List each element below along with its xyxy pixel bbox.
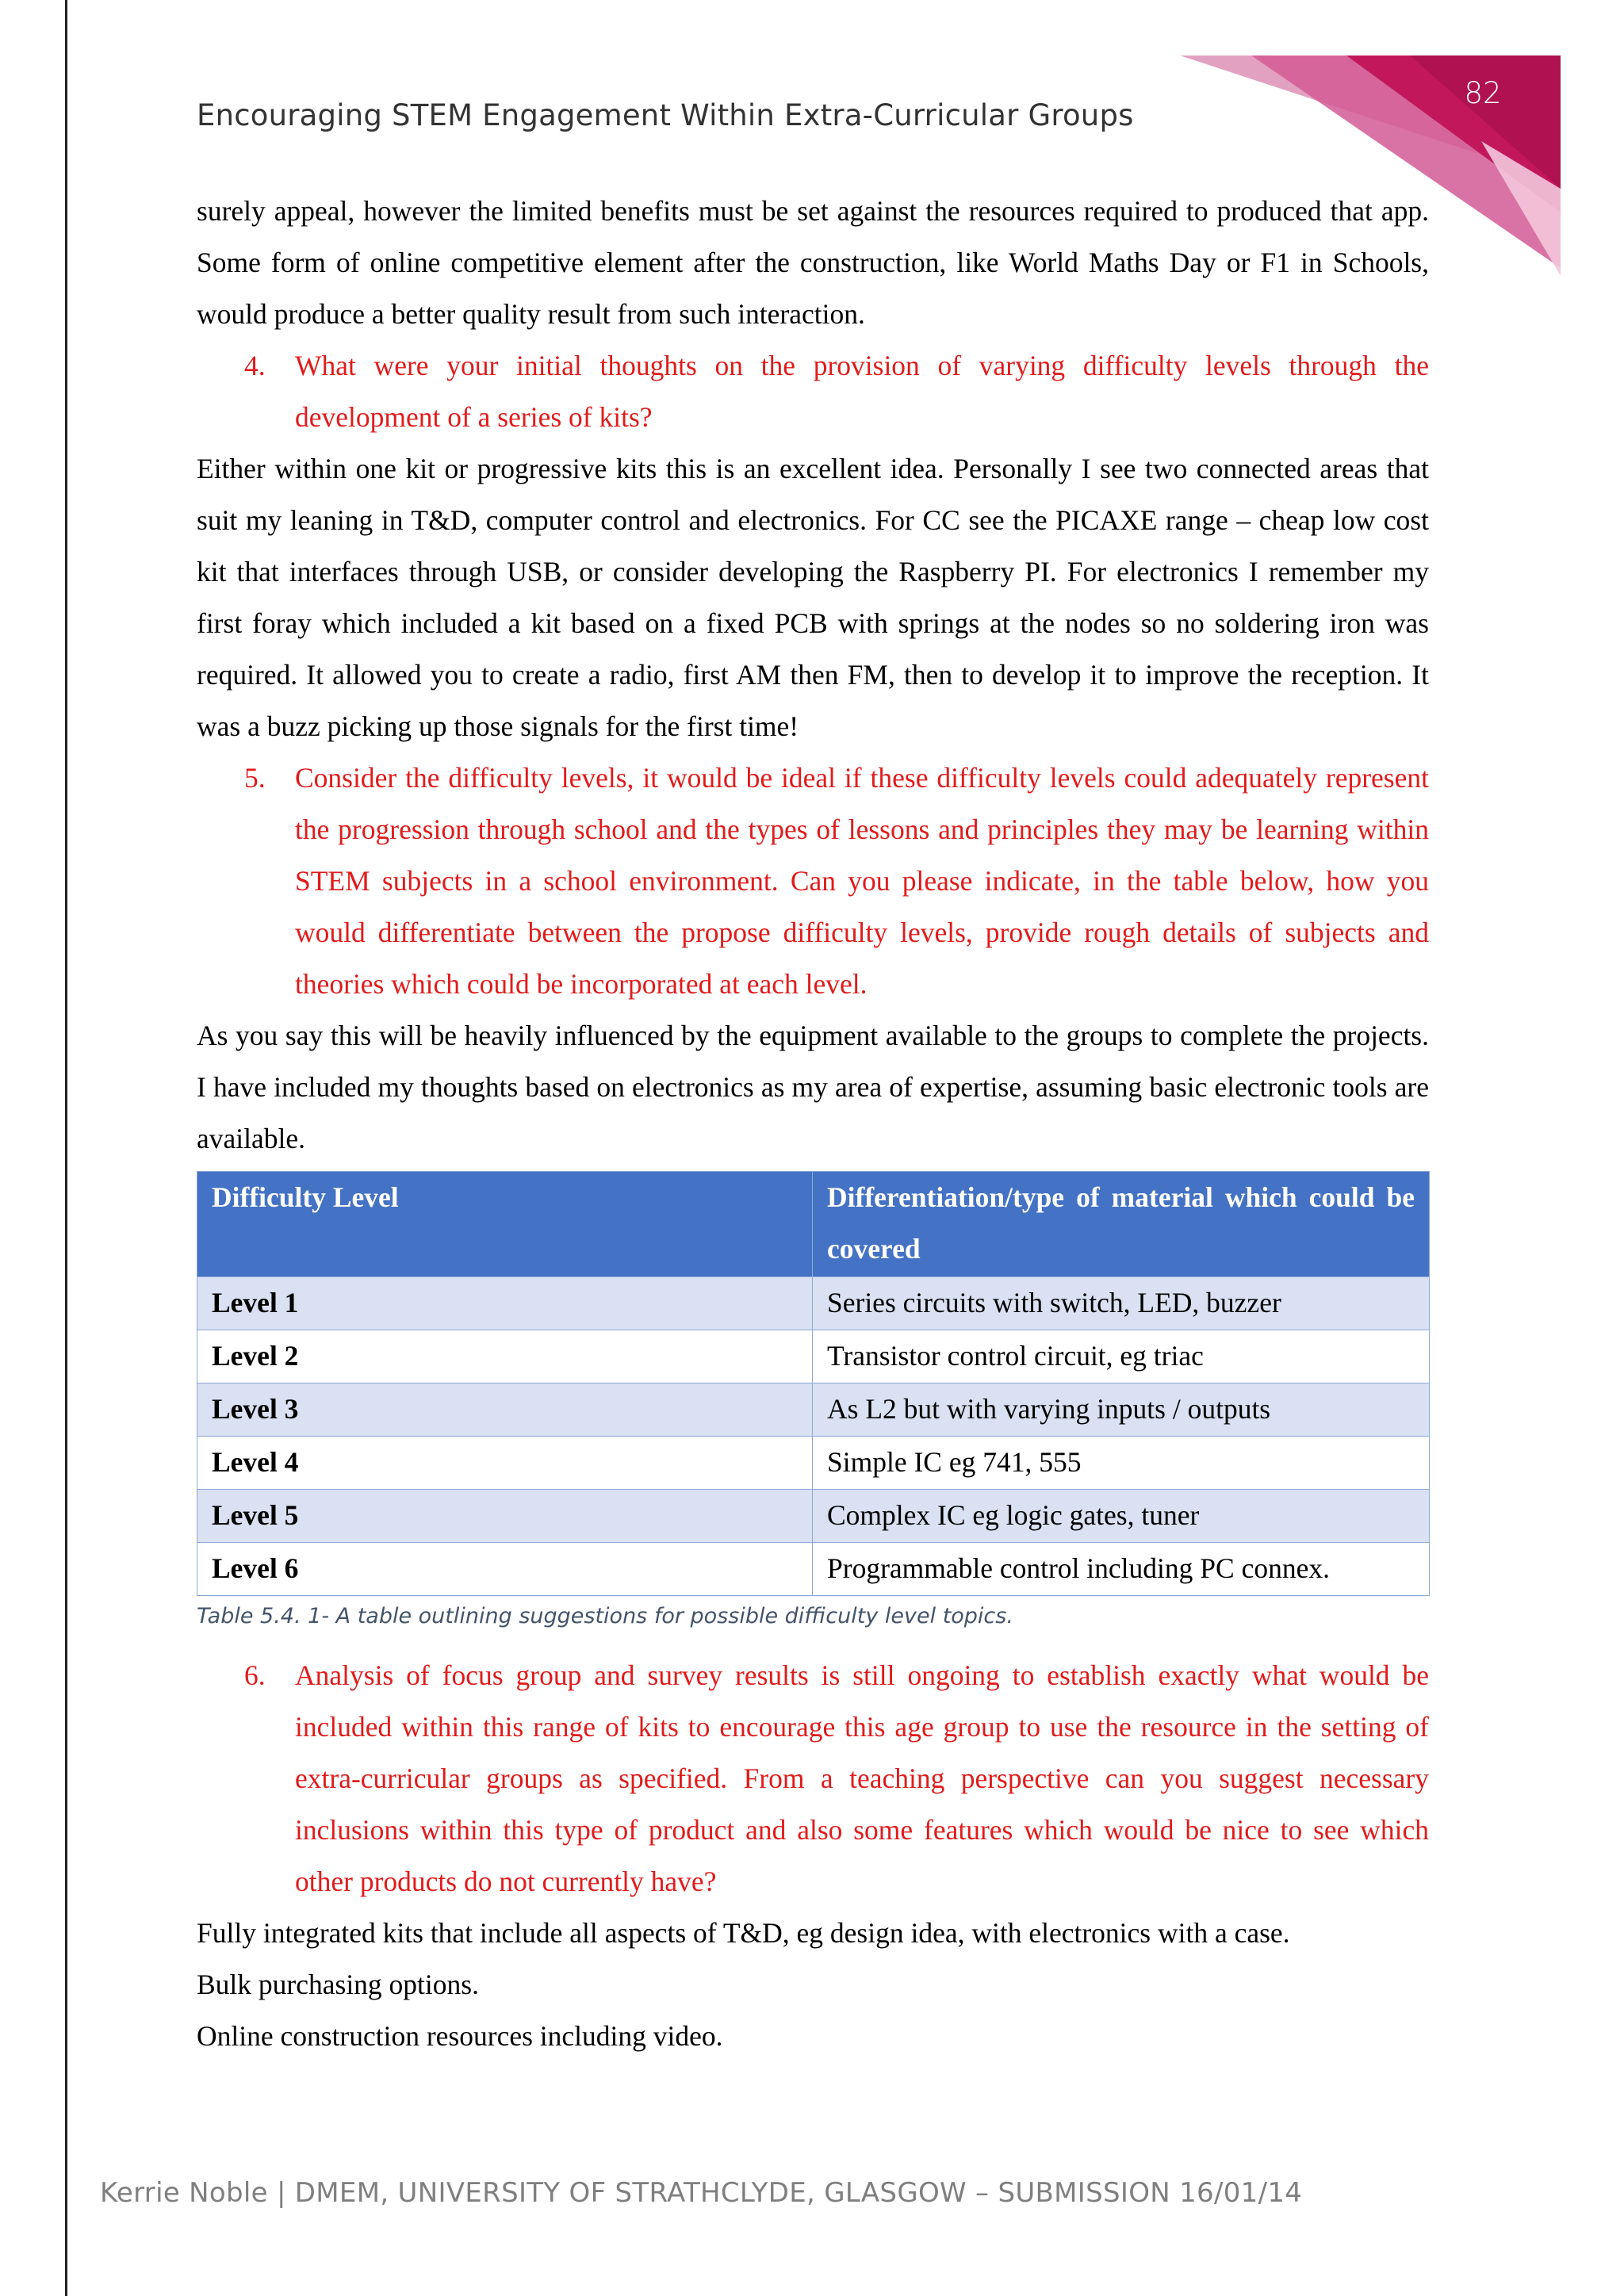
paragraph: surely appeal, however the limited benefits must be set against the resources required to produced that app. Some form of online competitive element after the construction, like World Maths Day or F1 in Schools, would produce a better quality result from such interaction. <box>197 195 1429 330</box>
question-4 <box>197 340 1429 443</box>
level-cell: Level 1 <box>197 1277 813 1330</box>
column-header: Difficulty Level <box>197 1172 813 1277</box>
level-cell: Level 6 <box>197 1543 813 1596</box>
question-text: Analysis of focus group and survey results is still ongoing to establish exactly what would be included within this range of kits to encourage this age group to use the resource in the setting of extra-curricular groups as specified. From a teaching perspective can you suggest necessary inclusions within this type of product and also some features which would be nice to see which other products do not currently have? <box>295 1659 1429 1897</box>
page-body <box>197 186 1429 2062</box>
level-cell: Level 4 <box>197 1437 813 1490</box>
question-number: 6. <box>244 1659 266 1691</box>
question-6 <box>197 1650 1429 1908</box>
question-5 <box>197 752 1429 1010</box>
level-cell: Level 2 <box>197 1330 813 1383</box>
table-row <box>197 1490 1430 1543</box>
material-cell: Complex IC eg logic gates, tuner <box>813 1490 1430 1543</box>
running-head: Encouraging STEM Engagement Within Extra-Curricular Groups <box>197 98 1134 132</box>
material-cell: Series circuits with switch, LED, buzzer <box>813 1277 1430 1330</box>
material-cell: Programmable control including PC connex. <box>813 1543 1430 1596</box>
material-cell: As L2 but with varying inputs / outputs <box>813 1383 1430 1437</box>
question-number: 4. <box>244 350 266 381</box>
page-footer: Kerrie Noble | DMEM, UNIVERSITY OF STRATHCLYDE, GLASGOW – SUBMISSION 16/01/14 <box>100 2177 1303 2209</box>
material-cell: Transistor control circuit, eg triac <box>813 1330 1430 1383</box>
level-cell: Level 3 <box>197 1383 813 1437</box>
question-text: What were your initial thoughts on the provision of varying difficulty levels through the development of a series of kits? <box>295 350 1429 433</box>
page-number: 82 <box>1464 76 1502 110</box>
material-cell: Simple IC eg 741, 555 <box>813 1437 1430 1490</box>
table-header-row <box>197 1172 1430 1277</box>
answer-line: Online construction resources including video. <box>197 2020 723 2052</box>
column-header: Differentiation/type of material which could be covered <box>813 1172 1430 1277</box>
table-row <box>197 1330 1430 1383</box>
left-margin-rule <box>65 0 67 2296</box>
table-caption: Table 5.4. 1- A table outlining suggestions for possible difficulty level topics. <box>197 1604 1013 1628</box>
paragraph: As you say this will be heavily influenced by the equipment available to the groups to complete the projects. I have included my thoughts based on electronics as my area of expertise, assuming basic electronic tools are available. <box>197 1020 1429 1154</box>
table-row <box>197 1437 1430 1490</box>
answer-line: Fully integrated kits that include all aspects of T&D, eg design idea, with electronics with a case. <box>197 1917 1290 1949</box>
question-text: Consider the difficulty levels, it would be ideal if these difficulty levels could adequately represent the progression through school and the types of lessons and principles they may be learning within STEM subjects in a school environment. Can you please indicate, in the table below, how you would differentiate between the propose difficulty levels, provide rough details of subjects and theories which could be incorporated at each level. <box>295 762 1429 1000</box>
table-row <box>197 1383 1430 1437</box>
table-row <box>197 1543 1430 1596</box>
answer-line: Bulk purchasing options. <box>197 1969 479 2000</box>
difficulty-table <box>197 1171 1430 1596</box>
question-number: 5. <box>244 762 266 794</box>
level-cell: Level 5 <box>197 1490 813 1543</box>
table-row <box>197 1277 1430 1330</box>
paragraph: Either within one kit or progressive kits this is an excellent idea. Personally I see two connected areas that suit my leaning in T&D, computer control and electronics. For CC see the PICAXE range – cheap low cost kit that interfaces through USB, or consider developing the Raspberry PI. For electronics I remember my first foray which included a kit based on a fixed PCB with springs at the nodes so no soldering iron was required. It allowed you to create a radio, first AM then FM, then to develop it to improve the reception. It was a buzz picking up those signals for the first time! <box>197 453 1429 742</box>
